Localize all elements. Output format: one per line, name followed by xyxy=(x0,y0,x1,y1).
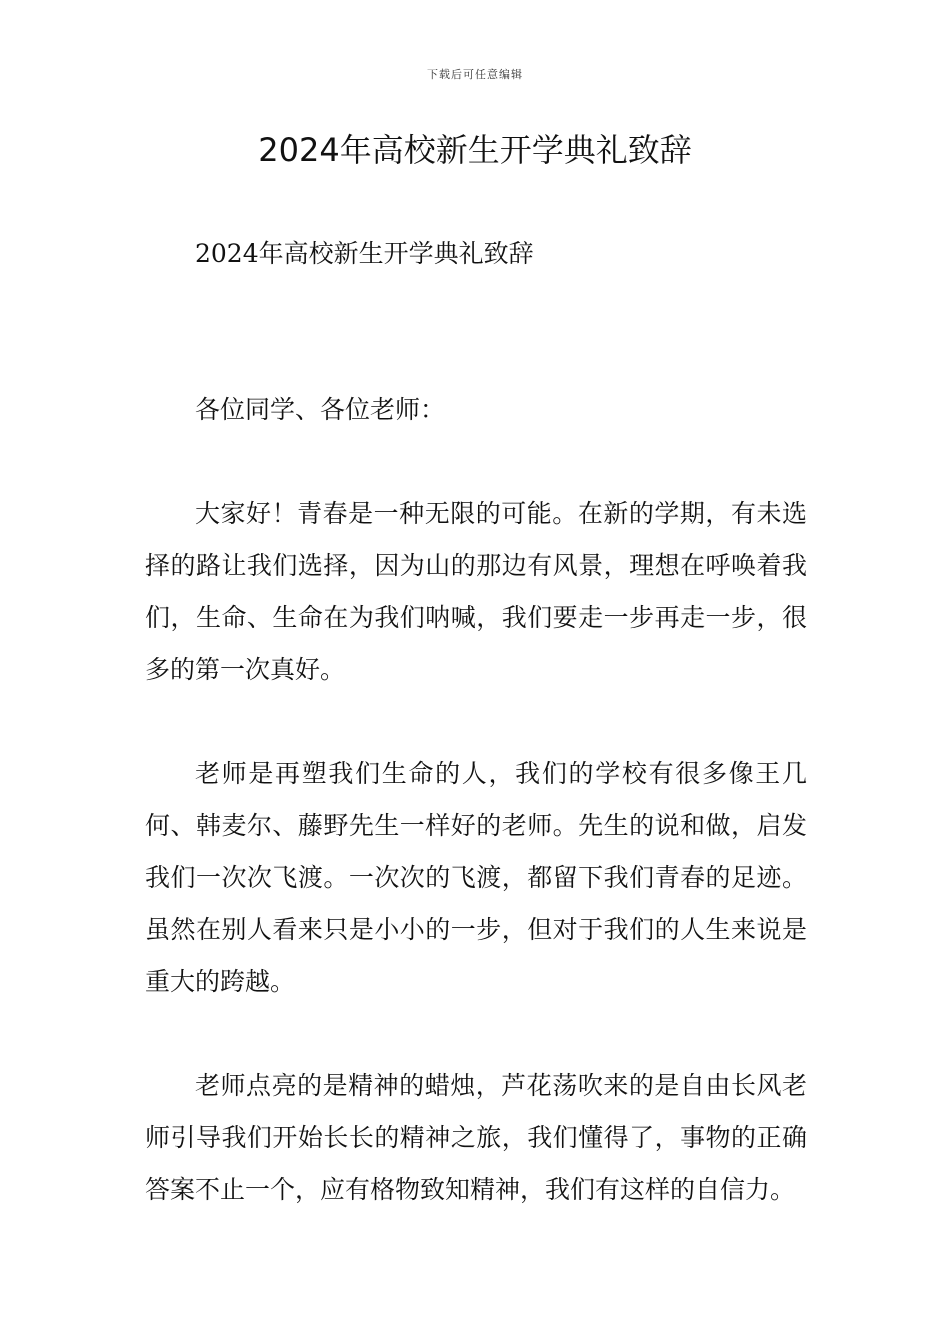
header-note: 下载后可任意编辑 xyxy=(427,68,523,81)
document-title: 2024年高校新生开学典礼致辞 xyxy=(258,131,692,169)
paragraph-2: 老师是再塑我们生命的人，我们的学校有很多像王几何、韩麦尔、藤野先生一样好的老师。先生的说和做，启发我们一次次飞渡。一次次的飞渡，都留下我们青春的足迹。虽然在别人看来只是小小的一步，但对于我们的人生来说是重大的跨越。 xyxy=(145,759,807,996)
paragraph-1: 大家好！青春是一种无限的可能。在新的学期，有未选择的路让我们选择，因为山的那边有风景，理想在呼唤着我们，生命、生命在为我们呐喊，我们要走一步再走一步，很多的第一次真好。 xyxy=(145,499,807,684)
document-subtitle: 2024年高校新生开学典礼致辞 xyxy=(195,239,534,268)
greeting: 各位同学、各位老师： xyxy=(195,395,446,424)
paragraph-3: 老师点亮的是精神的蜡烛，芦花荡吹来的是自由长风老师引导我们开始长长的精神之旅，我们懂得了，事物的正确答案不止一个，应有格物致知精神，我们有这样的自信力。 xyxy=(145,1071,807,1204)
document-body xyxy=(145,228,807,1268)
